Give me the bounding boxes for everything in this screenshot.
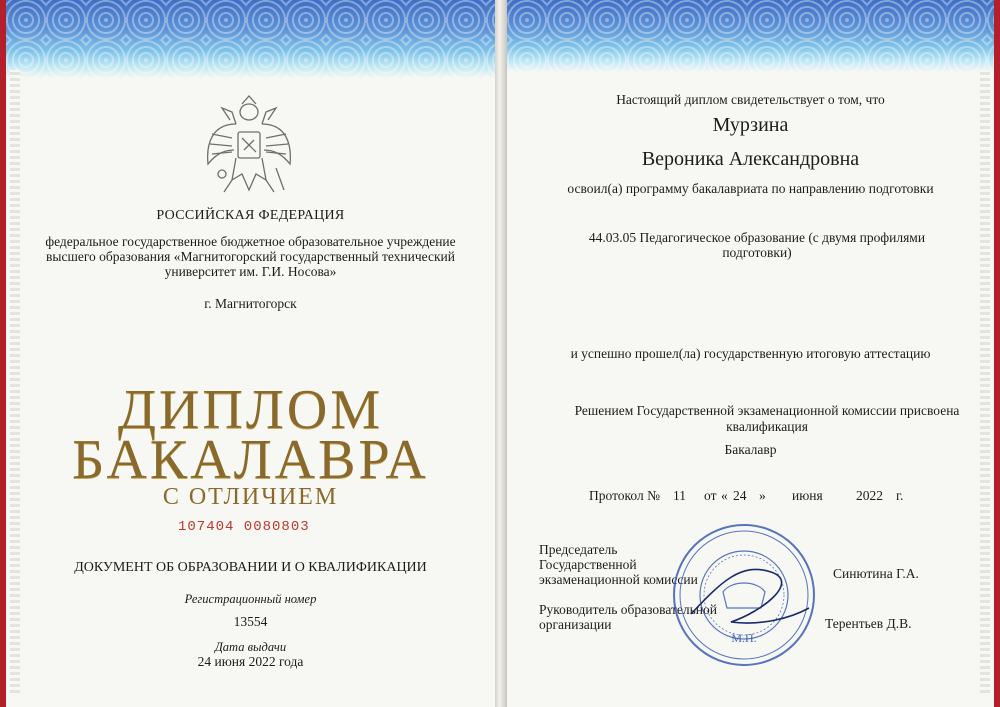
- protocol-from-label: от: [704, 488, 717, 503]
- issue-date-label: Дата выдачи: [214, 640, 287, 654]
- organization-line: федеральное государственное бюджетное образовательное учреждение: [45, 234, 456, 249]
- passed-attestation-text: и успешно прошел(ла) государственную итоговую аттестацию: [570, 346, 931, 361]
- document-type: ДОКУМЕНТ ОБ ОБРАЗОВАНИИ И О КВАЛИФИКАЦИИ: [74, 560, 427, 575]
- organization-line: университет им. Г.И. Носова»: [164, 264, 337, 279]
- double-headed-eagle-emblem-icon: [202, 94, 296, 204]
- serial-number: 107404 0080803: [178, 519, 310, 535]
- protocol-number: 11: [673, 488, 686, 503]
- issue-date: 24 июня 2022 года: [197, 654, 304, 669]
- diploma-title-line2: БАКАЛАВРА: [72, 429, 429, 491]
- graduate-surname: Мурзина: [712, 114, 789, 136]
- protocol-day-close-quote: »: [759, 488, 766, 503]
- protocol-label: Протокол №: [589, 488, 660, 503]
- diploma-right-page: [507, 0, 994, 707]
- country-name: РОССИЙСКАЯ ФЕДЕРАЦИЯ: [156, 208, 345, 223]
- protocol-day-open-quote: «: [721, 488, 728, 503]
- registration-label: Регистрационный номер: [184, 592, 317, 606]
- qualification: Бакалавр: [724, 442, 777, 457]
- certify-intro: Настоящий диплом свидетельствует о том, что: [616, 92, 885, 107]
- official-seal-icon: [671, 522, 817, 668]
- protocol-year: 2022: [856, 488, 883, 503]
- guilloche-header-band: [6, 0, 495, 78]
- signature-icon: [691, 569, 809, 623]
- chair-label: Председатель Государственной экзаменационной комиссии: [539, 542, 698, 587]
- protocol-day: 24: [733, 488, 747, 503]
- diploma-left-page: [6, 0, 495, 707]
- protocol-month: июня: [792, 488, 823, 503]
- head-label: Руководитель образовательной организации: [539, 602, 717, 632]
- mastered-program-text: освоил(а) программу бакалавриата по направлению подготовки: [567, 181, 934, 196]
- chair-name: Синютина Г.А.: [833, 566, 919, 581]
- registration-number: 13554: [233, 614, 268, 629]
- graduate-given-names: Вероника Александровна: [641, 148, 860, 170]
- commission-decision-text: Решением Государственной экзаменационной комиссии присвоена квалификация: [574, 403, 960, 434]
- organization-line: высшего образования «Магнитогорский государственный технический: [46, 249, 455, 264]
- seal-label: М.П.: [731, 631, 757, 645]
- book-spine: [495, 0, 507, 707]
- protocol-year-suffix: г.: [896, 488, 904, 503]
- city: г. Магнитогорск: [204, 296, 297, 311]
- organization-name: [6, 234, 495, 279]
- guilloche-header-band: [507, 0, 994, 72]
- head-name: Терентьев Д.В.: [825, 616, 912, 631]
- with-honors-label: С ОТЛИЧИЕМ: [162, 484, 339, 510]
- diploma-title-line1: ДИПЛОМ: [117, 379, 384, 441]
- program-name: 44.03.05 Педагогическое образование (с двумя профилями подготовки): [588, 230, 926, 260]
